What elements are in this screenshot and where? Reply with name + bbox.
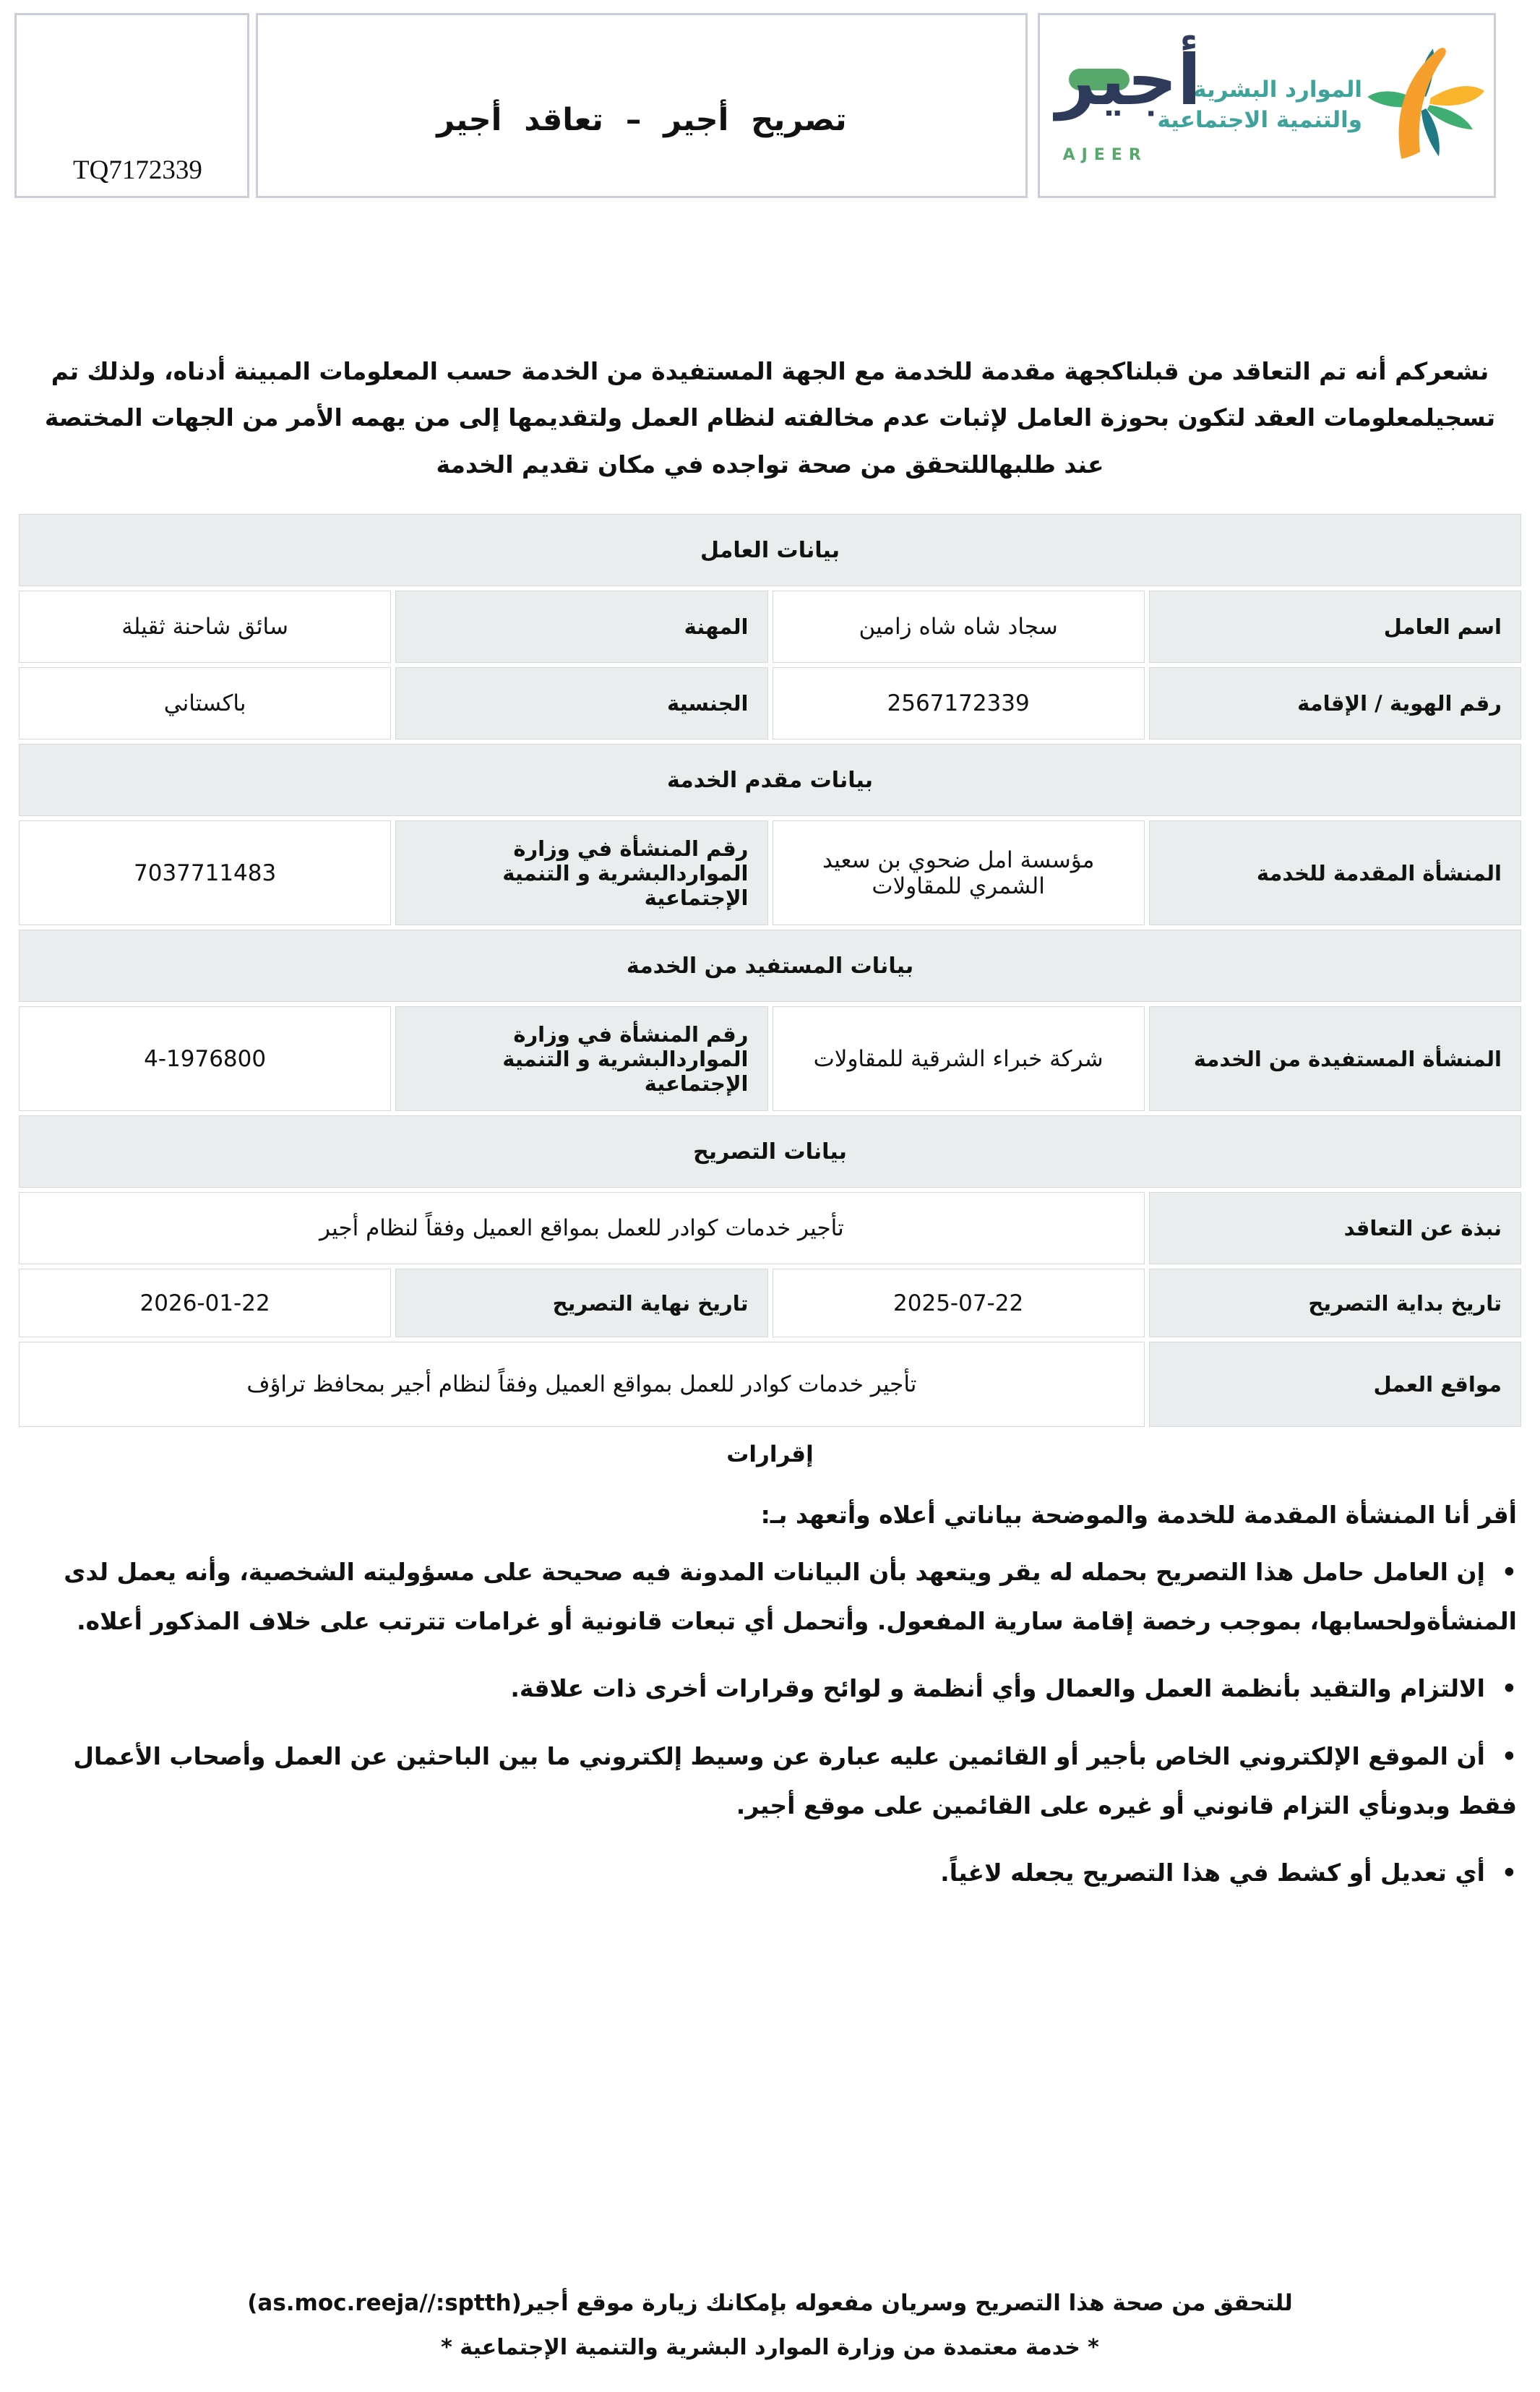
document-header: [14, 13, 1526, 198]
section-header-row: [19, 744, 1521, 816]
provider-number-label: رقم المنشأة في وزارة المواردالبشرية و التنمية الإجتماعية: [395, 820, 767, 925]
declaration-item: • أي تعديل أو كشط في هذا التصريح يجعله لاغياً.: [43, 1848, 1517, 1898]
table-row: [19, 1192, 1521, 1264]
work-locations-label: مواقع العمل: [1149, 1342, 1521, 1427]
nationality-value: باكستاني: [19, 667, 391, 740]
ajeer-logo: [1056, 37, 1201, 174]
work-locations-value: تأجير خدمات كوادر للعمل بمواقع العميل وفقاً لنظام أجير بمحافظ تراؤف: [19, 1342, 1145, 1427]
ajeer-logo-latin-wordmark: AJEER: [1062, 146, 1148, 164]
section-title-permit: بيانات التصريح: [19, 1115, 1521, 1188]
beneficiary-number-value: 4-1976800: [19, 1006, 391, 1111]
ministry-wordmark-line2: والتنمية الاجتماعية: [1157, 107, 1362, 133]
section-header-row: [19, 930, 1521, 1002]
declaration-item: • أن الموقع الإلكتروني الخاص بأجير أو القائمين عليه عبارة عن وسيط إلكتروني ما بين الباحثين عن العمل وأصحاب الأعمال فقط وبدونأي التزام قانوني أو غيره على القائمين على موقع أجير.: [43, 1732, 1517, 1830]
profession-label: المهنة: [395, 591, 767, 663]
ministry-wordmark-line1: الموارد البشرية: [1193, 77, 1362, 103]
nationality-label: الجنسية: [395, 667, 767, 740]
start-date-value: 2025-07-22: [773, 1269, 1145, 1337]
end-date-label: تاريخ نهاية التصريح: [395, 1269, 767, 1337]
beneficiary-name-label: المنشأة المستفيدة من الخدمة: [1149, 1006, 1521, 1111]
end-date-value: 2026-01-22: [19, 1269, 391, 1337]
provider-name-value: مؤسسة امل ضحوي بن سعيد الشمري للمقاولات: [773, 820, 1145, 925]
declarations-title: إقرارات: [726, 1441, 814, 1468]
table-row: [19, 1006, 1521, 1111]
intro-paragraph: نشعركم أنه تم التعاقد من قبلناكجهة مقدمة للخدمة مع الجهة المستفيدة من الخدمة حسب المعلومات المبينة أدناه، ولذلك تم تسجيلمعلومات العقد لتكون بحوزة العامل لإثبات عدم مخالفته لنظام العمل ولتقديمها إلى من يهمه الأمر من الجهات المختصة عند طلبهاللتحقق من صحة تواجده في مكان تقديم الخدمة: [44, 357, 1496, 479]
declaration-item: • الالتزام والتقيد بأنظمة العمل والعمال وأي أنظمة و لوائح وقرارات أخرى ذات علاقة.: [43, 1664, 1517, 1713]
declaration-item: • إن العامل حامل هذا التصريح بحمله له يقر ويتعهد بأن البيانات المدونة فيه صحيحة على مسؤوليته الشخصية، وأنه يعمل لدى المنشأةولحسابها، بموجب رخصة إقامة سارية المفعول. وأتحمل أي تبعات قانونية أو غرامات تترتب على خلاف المذكور أعلاه.: [43, 1548, 1517, 1645]
approved-service-note: * خدمة معتمدة من وزارة الموارد البشرية والتنمية الإجتماعية *: [441, 2335, 1099, 2360]
permit-table: [14, 510, 1526, 1431]
section-title-beneficiary: بيانات المستفيد من الخدمة: [19, 930, 1521, 1002]
declarations-intro: أقر أنا المنشأة المقدمة للخدمة والموضحة بياناتي أعلاه وأتعهد بـ:: [760, 1501, 1517, 1530]
start-date-label: تاريخ بداية التصريح: [1149, 1269, 1521, 1337]
contract-summary-label: نبذة عن التعاقد: [1149, 1192, 1521, 1264]
id-number-label: رقم الهوية / الإقامة: [1149, 667, 1521, 740]
table-row: [19, 1342, 1521, 1427]
contract-summary-value: تأجير خدمات كوادر للعمل بمواقع العميل وفقاً لنظام أجير: [19, 1192, 1145, 1264]
permit-number: TQ7172339: [73, 155, 202, 185]
provider-name-label: المنشأة المقدمة للخدمة: [1149, 820, 1521, 925]
declarations-list: [43, 1548, 1528, 1898]
profession-value: سائق شاحنة ثقيلة: [19, 591, 391, 663]
worker-name-label: اسم العامل: [1149, 591, 1521, 663]
table-row: [19, 1269, 1521, 1337]
beneficiary-number-label: رقم المنشأة في وزارة المواردالبشرية و التنمية الإجتماعية: [395, 1006, 767, 1111]
ajeer-logo-arabic-wordmark: أجير: [1056, 40, 1201, 121]
worker-name-value: سجاد شاه شاه زامين: [773, 591, 1145, 663]
section-header-row: [19, 514, 1521, 586]
beneficiary-name-value: شركة خبراء الشرقية للمقاولات: [773, 1006, 1145, 1111]
document-footer: [0, 2290, 1540, 2360]
section-title-provider: بيانات مقدم الخدمة: [19, 744, 1521, 816]
ministry-palm-icon: [1365, 40, 1488, 171]
title-box: [256, 13, 1028, 198]
section-header-row: [19, 1115, 1521, 1188]
provider-number-value: 7037711483: [19, 820, 391, 925]
table-row: [19, 667, 1521, 740]
id-number-value: 2567172339: [773, 667, 1145, 740]
table-row: [19, 591, 1521, 663]
permit-number-box: [14, 13, 249, 198]
page-title: تصريح أجير – تعاقد أجير: [436, 102, 847, 138]
section-title-worker: بيانات العامل: [19, 514, 1521, 586]
verification-note: للتحقق من صحة هذا التصريح وسريان مفعوله بإمكانك زيارة موقع أجير(as.moc.reeja//:sptth): [247, 2290, 1293, 2316]
logo-box: [1038, 13, 1496, 198]
table-row: [19, 820, 1521, 925]
